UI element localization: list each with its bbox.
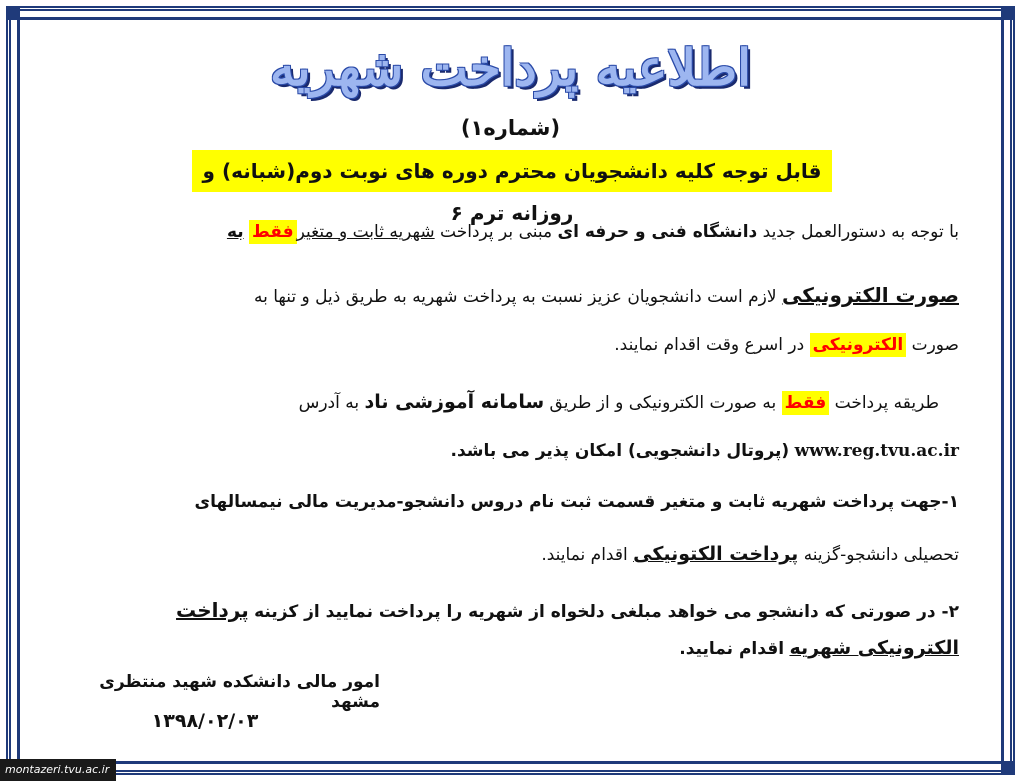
fee-type: شهریه ثابت و متغیر (296, 222, 435, 242)
university-name: دانشگاه فنی و حرفه ای (557, 222, 758, 242)
text-run: ۲- در صورتی که دانشجو می خواهد مبلغی دلخواه از شهریه را پرداخت نمایید از کزینه (254, 602, 959, 622)
text-run: به صورت الکترونیکی و از طریق (549, 393, 777, 413)
text-run: لازم است دانشجویان عزیز نسبت به پرداخت شهریه به طریق ذیل و تنها به (254, 287, 777, 307)
text-run: مبنی بر پرداخت (440, 222, 553, 242)
signer: امور مالی دانشکده شهید منتظری مشهد (99, 672, 380, 712)
text-run: به آدرس (298, 393, 360, 413)
paragraph-3-line-2 (66, 543, 959, 565)
text-run: اقدام نمایید. (679, 639, 785, 659)
text-run: (پروتال دانشجویی) امکان پذیر می باشد. (450, 441, 790, 461)
paragraph-2-line-2 (66, 441, 959, 461)
only-highlight: فقط (249, 220, 297, 244)
text-run: طریقه پرداخت (834, 393, 939, 413)
paragraph-1-line-1 (66, 222, 959, 242)
paragraph-4-line-1 (66, 598, 959, 622)
paragraph-1-line-3 (66, 335, 959, 355)
only-highlight: فقط (782, 391, 830, 415)
electronic-highlight: الکترونیکی (810, 333, 907, 357)
portal-url: www.reg.tvu.ac.ir (794, 441, 959, 461)
paragraph-3-line-1: ۱-جهت پرداخت شهریه ثابت و متغیر قسمت ثبت نام دروس دانشجو-مدیریت مالی نیمسالهای (194, 492, 959, 512)
notice-date: ۱۳۹۸/۰۲/۰۳ (151, 710, 259, 732)
paragraph-4-line-2 (66, 637, 959, 659)
notice-number: (شماره۱) (460, 116, 561, 140)
nad-system: سامانه آموزشی ناد (364, 391, 545, 413)
site-watermark: montazeri.tvu.ac.ir (0, 759, 116, 781)
electronic-method: صورت الکترونیکی (781, 283, 959, 307)
electronic-tuition-option: الکترونیکی شهریه (789, 637, 959, 659)
notice-subject: قابل توجه کلیه دانشجویان محترم دوره های نوبت دوم(شبانه) و روزانه ترم ۶ (192, 150, 832, 192)
text-run: اقدام نمایند. (541, 545, 628, 565)
text-run: تحصیلی دانشجو-گزینه (803, 545, 959, 565)
paragraph-1-line-2 (66, 283, 959, 307)
paragraph-2-line-1 (69, 391, 939, 413)
payment-word: پرداخت (176, 598, 249, 622)
notice-title: اطلاعیه پرداخت شهریه (270, 38, 751, 97)
text-run: در اسرع وقت اقدام نمایند. (614, 335, 805, 355)
text-run: صورت (911, 335, 959, 355)
electronic-payment-option: پرداخت الکتونیکی (633, 543, 799, 565)
text-run: به (226, 222, 244, 242)
text-run: با توجه به دستورالعمل جدید (762, 222, 959, 242)
